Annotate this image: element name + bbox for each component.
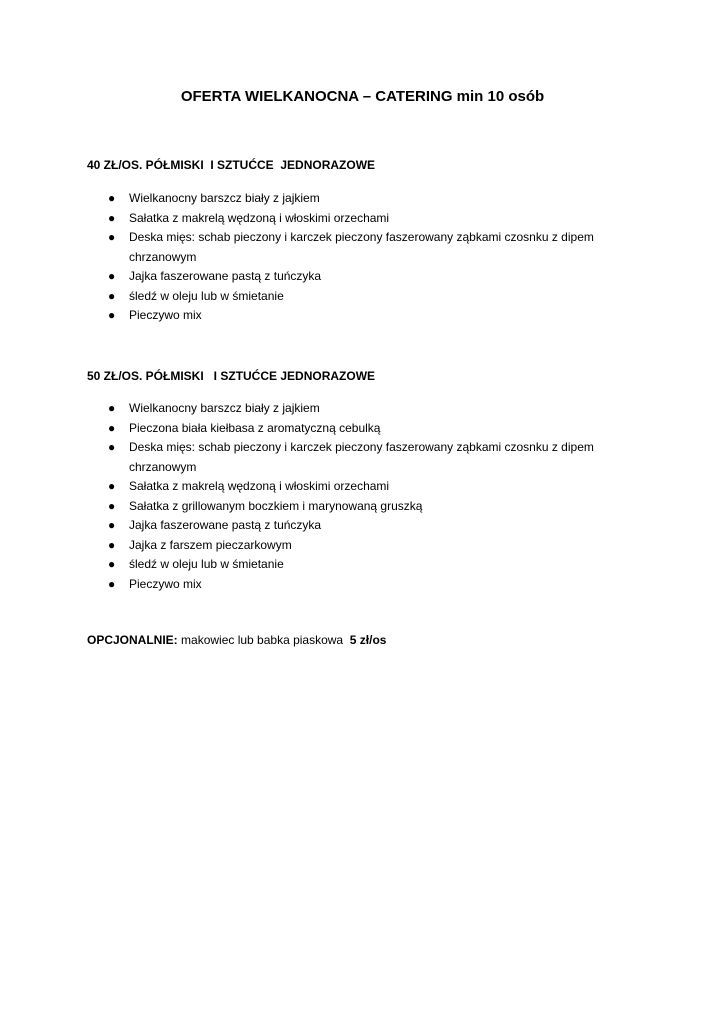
list-item-text: Pieczywo mix: [129, 308, 202, 322]
section-heading-40: 40 ZŁ/OS. PÓŁMISKI I SZTUĆCE JEDNORAZOWE: [87, 158, 376, 172]
list-item: [108, 399, 608, 419]
bullet-icon: ●: [108, 479, 116, 493]
list-item-text: Deska mięs: schab pieczony i karczek pieczony faszerowany ząbkami czosnku z dipem chrzanowym: [129, 440, 594, 474]
list-item-text: Pieczona biała kiełbasa z aromatyczną cebulką: [129, 420, 381, 435]
bullet-icon: ●: [108, 230, 116, 244]
optional-text: makowiec lub babka piaskowa: [177, 633, 350, 647]
list-item: [108, 555, 608, 575]
list-item-text: śledź w oleju lub w śmietanie: [129, 288, 284, 303]
bullet-icon: ●: [108, 576, 116, 591]
list-item-text: Deska mięs: schab pieczony i karczek pieczony faszerowany ząbkami czosnku z dipem chrzanowym: [129, 230, 594, 264]
list-item: [108, 419, 608, 439]
bullet-icon: ●: [108, 518, 116, 532]
list-item-text: Pieczywo mix: [129, 576, 202, 591]
list-item: [108, 536, 608, 556]
list-item-text: Sałatka z makrelą wędzoną i włoskimi orzechami: [129, 479, 390, 493]
list-item: [108, 267, 608, 287]
list-item: [108, 228, 608, 267]
bullet-icon: ●: [108, 269, 116, 283]
bullet-icon: ●: [108, 440, 116, 454]
list-item-text: Wielkanocny barszcz biały z jajkiem: [129, 191, 320, 205]
list-item: [108, 209, 608, 229]
list-item: [108, 575, 608, 595]
optional-label: OPCJONALNIE:: [87, 633, 178, 647]
bullet-icon: ●: [108, 191, 116, 205]
list-item-text: Wielkanocny barszcz biały z jajkiem: [129, 401, 320, 415]
bullet-icon: ●: [108, 210, 116, 225]
bullet-icon: ●: [108, 420, 116, 435]
bullet-icon: ●: [108, 308, 116, 322]
optional-line: [87, 633, 386, 647]
list-item: [108, 306, 608, 326]
page-title: OFERTA WIELKANOCNA – CATERING min 10 osób: [180, 88, 545, 105]
list-item: [108, 497, 608, 517]
list-item-text: Sałatka z makrelą wędzoną i włoskimi orzechami: [129, 210, 390, 225]
list-item: [108, 189, 608, 209]
optional-price: 5 zł/os: [349, 633, 387, 647]
bullet-icon: ●: [108, 537, 116, 552]
bullet-icon: ●: [108, 557, 116, 571]
menu-list-50: [108, 399, 608, 594]
list-item-text: Jajka faszerowane pastą z tuńczyka: [129, 269, 322, 283]
bullet-icon: ●: [108, 288, 116, 303]
list-item-text: Jajka faszerowane pastą z tuńczyka: [129, 518, 322, 532]
list-item: [108, 438, 608, 477]
list-item: [108, 477, 608, 497]
list-item: [108, 287, 608, 307]
menu-list-40: [108, 189, 608, 326]
list-item-text: Jajka z farszem pieczarkowym: [129, 537, 292, 552]
section-heading-50: 50 ZŁ/OS. PÓŁMISKI I SZTUĆCE JEDNORAZOWE: [87, 369, 376, 383]
bullet-icon: ●: [108, 401, 116, 415]
bullet-icon: ●: [108, 498, 116, 513]
list-item-text: śledź w oleju lub w śmietanie: [129, 557, 284, 571]
list-item: [108, 516, 608, 536]
list-item-text: Sałatka z grillowanym boczkiem i marynowaną gruszką: [129, 498, 423, 513]
